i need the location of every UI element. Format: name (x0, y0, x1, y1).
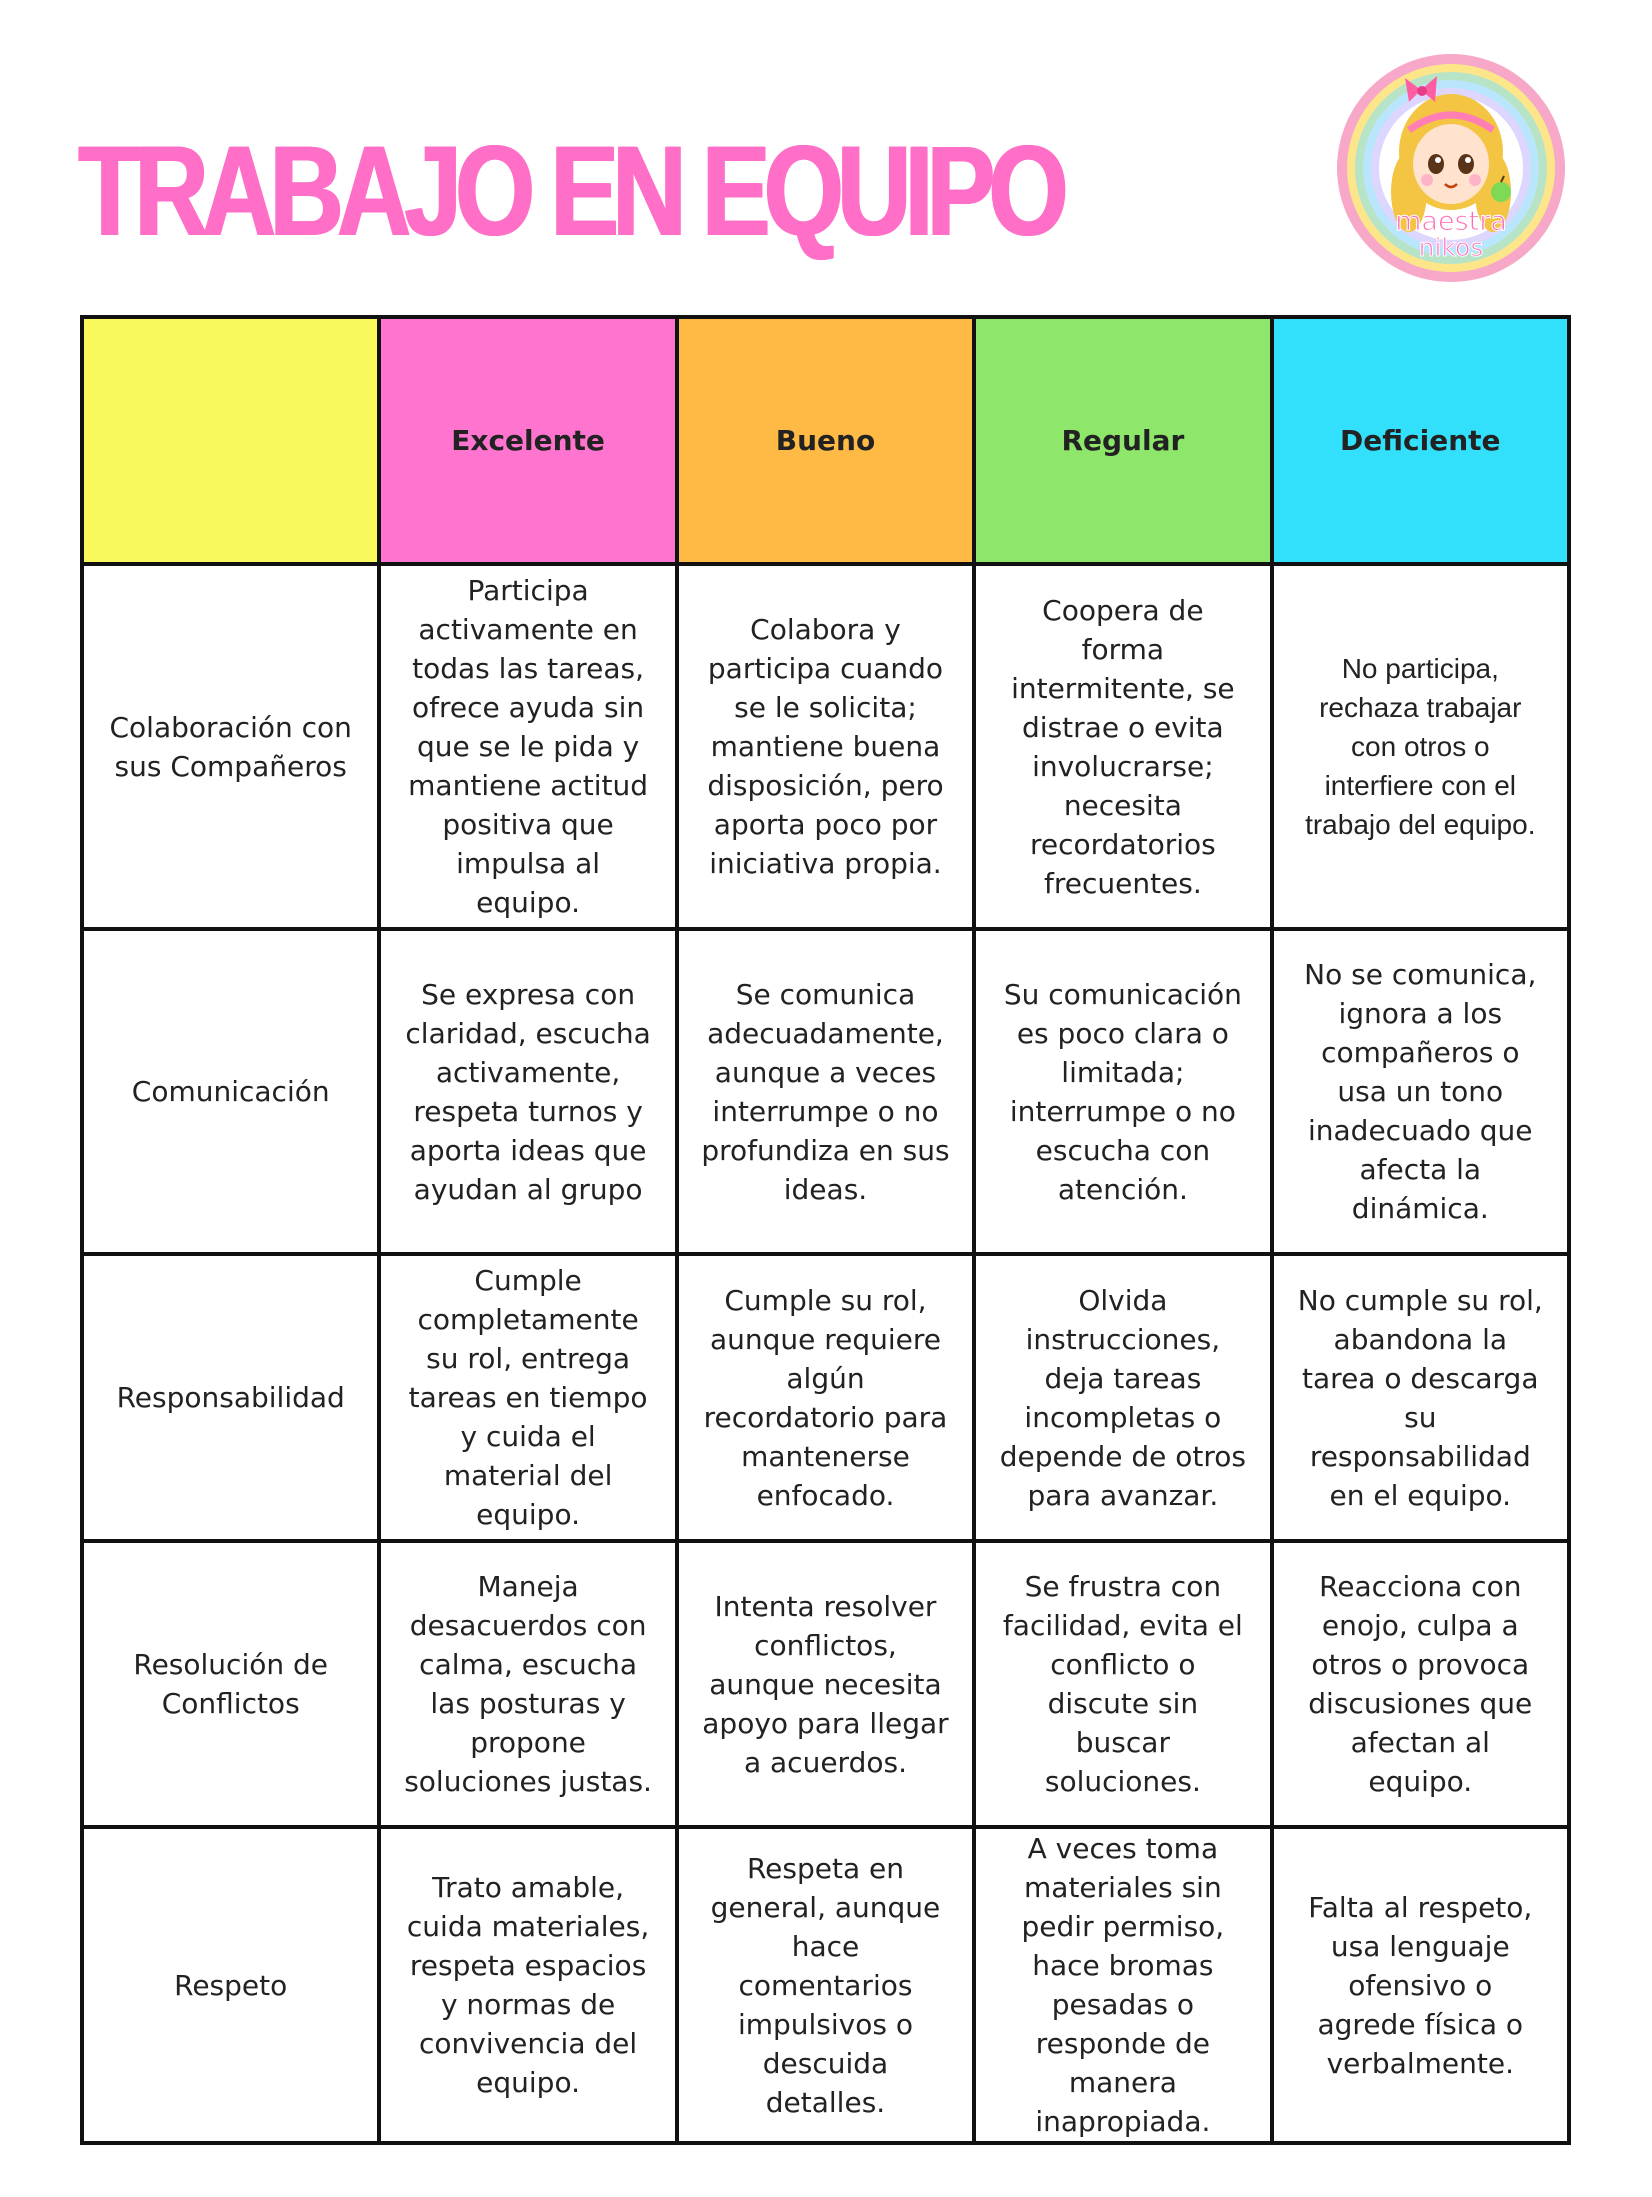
regular-cell: Se frustra con facilidad, evita el conflicto o discute sin buscar soluciones. (974, 1541, 1271, 1827)
bueno-cell: Respeta en general, aunque hace comentarios impulsivos o descuida detalles. (677, 1827, 974, 2143)
header-bueno: Bueno (677, 317, 974, 564)
header-regular: Regular (974, 317, 1271, 564)
header-row (82, 317, 1569, 564)
criterion-cell: Respeto (82, 1827, 379, 2143)
rubric-table (80, 315, 1571, 2145)
deficiente-cell: No se comunica, ignora a los compañeros o usa un tono inadecuado que afecta la dinámica. (1272, 929, 1569, 1254)
logo-text-line1: maestra (1395, 206, 1507, 237)
page-title: TRABAJO EN EQUIPO (78, 120, 1062, 263)
logo-text-line2: nikos (1418, 233, 1484, 262)
criterion-cell: Colaboración con sus Compañeros (82, 564, 379, 929)
criterion-cell: Resolución de Conflictos (82, 1541, 379, 1827)
bueno-cell: Cumple su rol, aunque requiere algún recordatorio para mantenerse enfocado. (677, 1254, 974, 1541)
table-row (82, 1254, 1569, 1541)
excelente-cell: Trato amable, cuida materiales, respeta espacios y normas de convivencia del equipo. (379, 1827, 676, 2143)
excelente-cell: Se expresa con claridad, escucha activamente, respeta turnos y aporta ideas que ayudan al grupo (379, 929, 676, 1254)
excelente-cell: Maneja desacuerdos con calma, escucha las posturas y propone soluciones justas. (379, 1541, 676, 1827)
table-row (82, 1541, 1569, 1827)
regular-cell: A veces toma materiales sin pedir permiso, hace bromas pesadas o responde de manera inapropiada. (974, 1827, 1271, 2143)
header-deficiente: Deficiente (1272, 317, 1569, 564)
bueno-cell: Intenta resolver conflictos, aunque necesita apoyo para llegar a acuerdos. (677, 1541, 974, 1827)
criterion-cell: Comunicación (82, 929, 379, 1254)
regular-cell: Olvida instrucciones, deja tareas incompletas o depende de otros para avanzar. (974, 1254, 1271, 1541)
table-row (82, 929, 1569, 1254)
bueno-cell: Se comunica adecuadamente, aunque a veces interrumpe o no profundiza en sus ideas. (677, 929, 974, 1254)
regular-cell: Coopera de forma intermitente, se distrae o evita involucrarse; necesita recordatorios frecuentes. (974, 564, 1271, 929)
deficiente-cell: Reacciona con enojo, culpa a otros o provoca discusiones que afectan al equipo. (1272, 1541, 1569, 1827)
deficiente-cell: No participa, rechaza trabajar con otros o interfiere con el trabajo del equipo. (1272, 564, 1569, 929)
table-row (82, 564, 1569, 929)
bueno-cell: Colabora y participa cuando se le solicita; mantiene buena disposición, pero aporta poco por iniciativa propia. (677, 564, 974, 929)
table-row (82, 1827, 1569, 2143)
deficiente-cell: Falta al respeto, usa lenguaje ofensivo o agrede física o verbalmente. (1272, 1827, 1569, 2143)
header-excelente: Excelente (379, 317, 676, 564)
excelente-cell: Cumple completamente su rol, entrega tareas en tiempo y cuida el material del equipo. (379, 1254, 676, 1541)
deficiente-cell: No cumple su rol, abandona la tarea o descarga su responsabilidad en el equipo. (1272, 1254, 1569, 1541)
maestra-nikos-logo (1335, 52, 1567, 284)
regular-cell: Su comunicación es poco clara o limitada; interrumpe o no escucha con atención. (974, 929, 1271, 1254)
criterion-cell: Responsabilidad (82, 1254, 379, 1541)
header-corner (82, 317, 379, 564)
excelente-cell: Participa activamente en todas las tareas, ofrece ayuda sin que se le pida y mantiene actitud positiva que impulsa al equipo. (379, 564, 676, 929)
